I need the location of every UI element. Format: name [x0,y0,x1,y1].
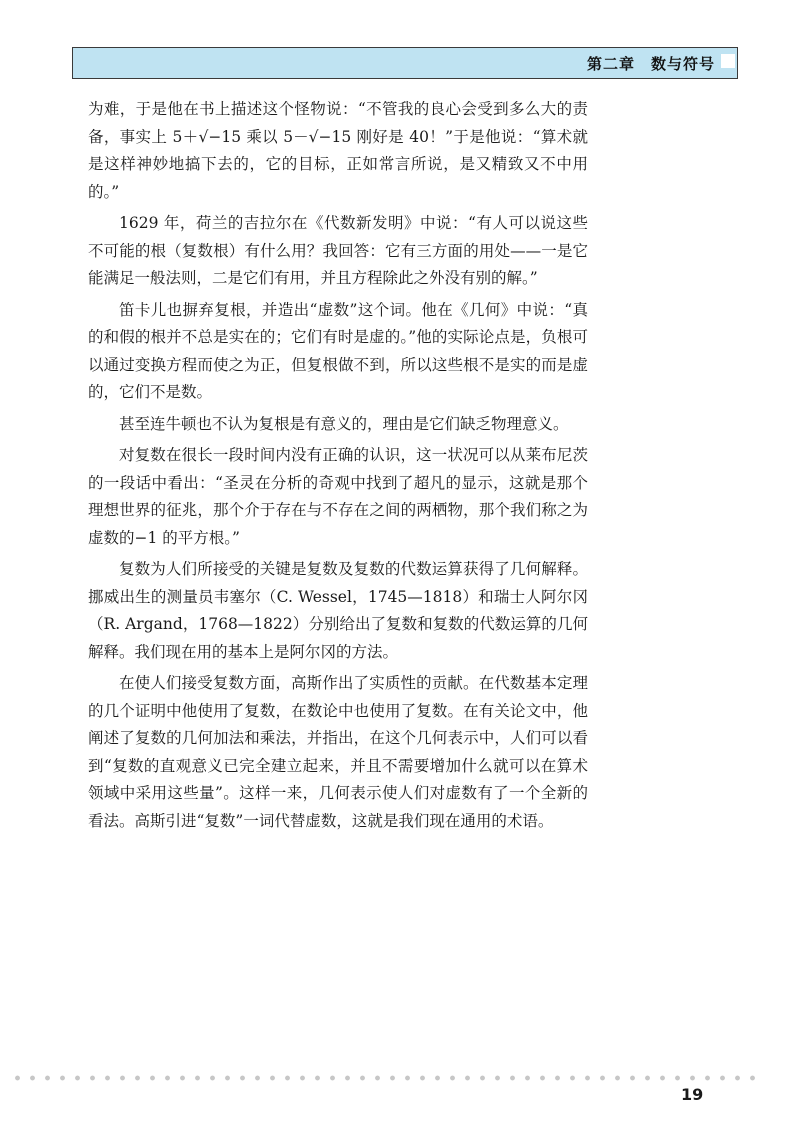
paragraph-4: 甚至连牛顿也不认为复根是有意义的，理由是它们缺乏物理意义。 [119,414,569,433]
footer-dotted-divider [10,1075,755,1081]
paragraph-1: 为难，于是他在书上描述这个怪物说：“不管我的良心会受到多么大的责备，事实上 5＋√−15 乘以 5－√−15 刚好是 40！”于是他说：“算术就是这样神妙地搞下去的，它的目标，正如常言所说，是又精致又不中用的。” [88,100,588,201]
paragraph-2: 1629 年，荷兰的吉拉尔在《代数新发明》中说：“有人可以说这些不可能的根（复数根）有什么用？我回答：它有三方面的用处——一是它能满足一般法则，二是它们有用，并且方程除此之外没有别的解。” [88,214,588,287]
paragraph-5: 对复数在很长一段时间内没有正确的认识，这一状况可以从莱布尼茨的一段话中看出：“圣灵在分析的奇观中找到了超凡的显示，这就是那个理想世界的征兆，那个介于存在与不存在之间的两栖物，那个我们称之为虚数的−1 的平方根。” [88,446,588,547]
paragraph-3: 笛卡儿也摒弃复根，并造出“虚数”这个词。他在《几何》中说：“真的和假的根并不总是实在的；它们有时是虚的。”他的实际论点是，负根可以通过变换方程而使之为正，但复根做不到，所以这些根不是实的而是虚的，它们不是数。 [88,300,588,401]
page-number: 19 [681,1085,704,1104]
header-square-icon [721,54,735,68]
chapter-header-bar [72,47,738,79]
paragraph-7: 在使人们接受复数方面，高斯作出了实质性的贡献。在代数基本定理的几个证明中他使用了复数，在数论中也使用了复数。在有关论文中，他阐述了复数的几何加法和乘法，并指出，在这个几何表示中，人们可以看到“复数的直观意义已完全建立起来，并且不需要增加什么就可以在算术领域中采用这些量”。这样一来，几何表示使人们对虚数有了一个全新的看法。高斯引进“复数”一词代替虚数，这就是我们现在通用的术语。 [88,674,588,830]
chapter-title: 第二章 数与符号 [586,55,715,73]
page-body [88,96,588,839]
paragraph-6: 复数为人们所接受的关键是复数及复数的代数运算获得了几何解释。挪威出生的测量员韦塞尔（C. Wessel，1745—1818）和瑞士人阿尔冈（R. Argand，1768—1822）分别给出了复数和复数的代数运算的几何解释。我们现在用的基本上是阿尔冈的方法。 [88,560,588,661]
